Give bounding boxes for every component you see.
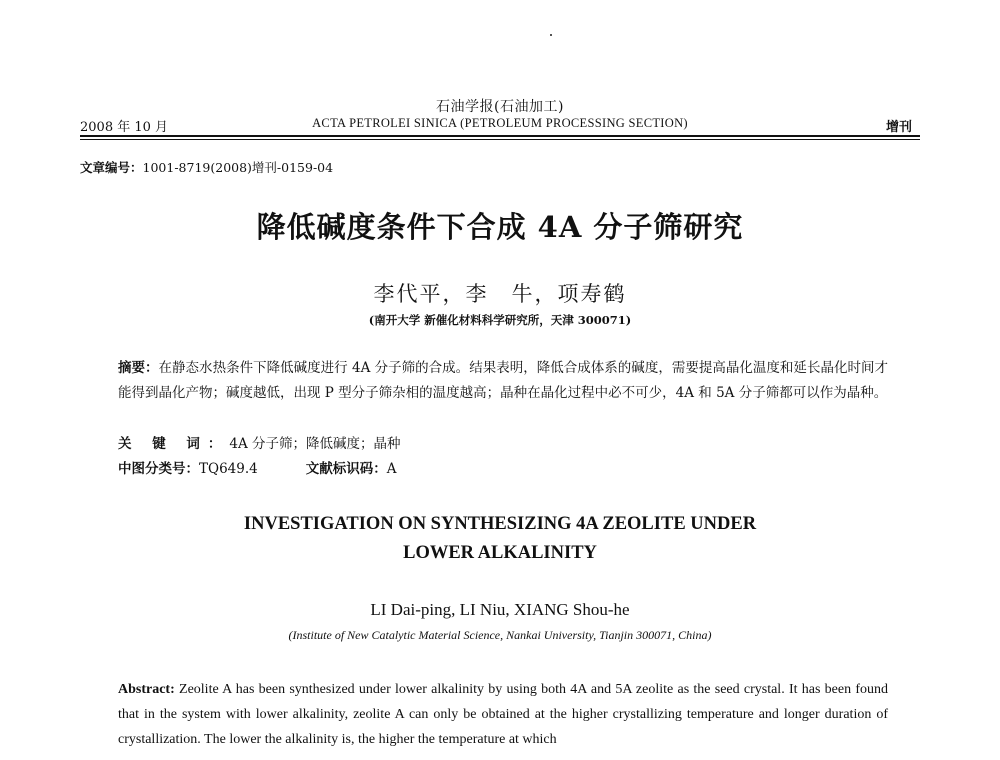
article-number-label: 文章编号： (80, 160, 143, 175)
paper-title-en-line2: LOWER ALKALINITY (403, 543, 597, 563)
abstract-cn (118, 356, 888, 406)
scan-speck (550, 34, 552, 36)
keywords-cn (118, 432, 401, 452)
journal-name-cn: 石油学报(石油加工) (436, 99, 564, 115)
affiliation-en: (Institute of New Catalytic Material Science, Nankai University, Tianjin 300071, China) (288, 628, 712, 642)
authors-en: LI Dai-ping, LI Niu, XIANG Shou-he (370, 600, 630, 619)
header-rule-thin (80, 139, 920, 140)
article-number (80, 158, 333, 176)
affiliation-cn: (南开大学 新催化材料科学研究所，天津 300071) (368, 313, 632, 327)
abstract-cn-label: 摘要： (118, 360, 159, 376)
header-rule-thick (80, 135, 920, 137)
paper-title-en (0, 510, 1000, 568)
header-date: 2008 年 10 月 (80, 120, 169, 135)
abstract-en (118, 677, 888, 752)
paper-title-cn: 降低碱度条件下合成 4A 分子筛研究 (256, 210, 744, 244)
doc-code-label: 文献标识码： (305, 461, 387, 477)
classification-cn (118, 457, 396, 477)
keywords-cn-label: 关 键 词： (118, 436, 230, 452)
keywords-cn-text: 4A 分子筛；降低碱度；晶种 (229, 436, 401, 452)
paper-title-en-line1: INVESTIGATION ON SYNTHESIZING 4A ZEOLITE UNDER (243, 514, 757, 534)
class-value: TQ649.4 (199, 461, 258, 477)
class-label: 中图分类号： (118, 461, 199, 477)
header-issue: 增刊 (885, 120, 912, 135)
authors-cn: 李代平，李 牛，项寿鹤 (373, 282, 627, 306)
doc-code-value: A (386, 461, 397, 477)
header-journal-en: ACTA PETROLEI SINICA (PETROLEUM PROCESSING SECTION) (312, 116, 688, 130)
abstract-en-label: Abstract: (118, 682, 175, 697)
abstract-en-text: Zeolite A has been synthesized under lower alkalinity by using both 4A and 5A zeolite as the seed crystal. It has been found that in the system with lower alkalinity, zeolite A can only be obtained at the higher crystallizing temperature and longer duration of crystallization. The lower the alkalinity is, the higher the temperature at which (118, 682, 889, 747)
article-number-value: 1001-8719(2008)增刊-0159-04 (142, 160, 334, 175)
abstract-cn-text: 在静态水热条件下降低碱度进行 4A 分子筛的合成。结果表明，降低合成体系的碱度，需要提高晶化温度和延长晶化时间才能得到晶化产物；碱度越低，出现 P 型分子筛杂相的温度越高；晶种在晶化过程中必不可少，4A 和 5A 分子筛都可以作为晶种。 (118, 360, 888, 401)
